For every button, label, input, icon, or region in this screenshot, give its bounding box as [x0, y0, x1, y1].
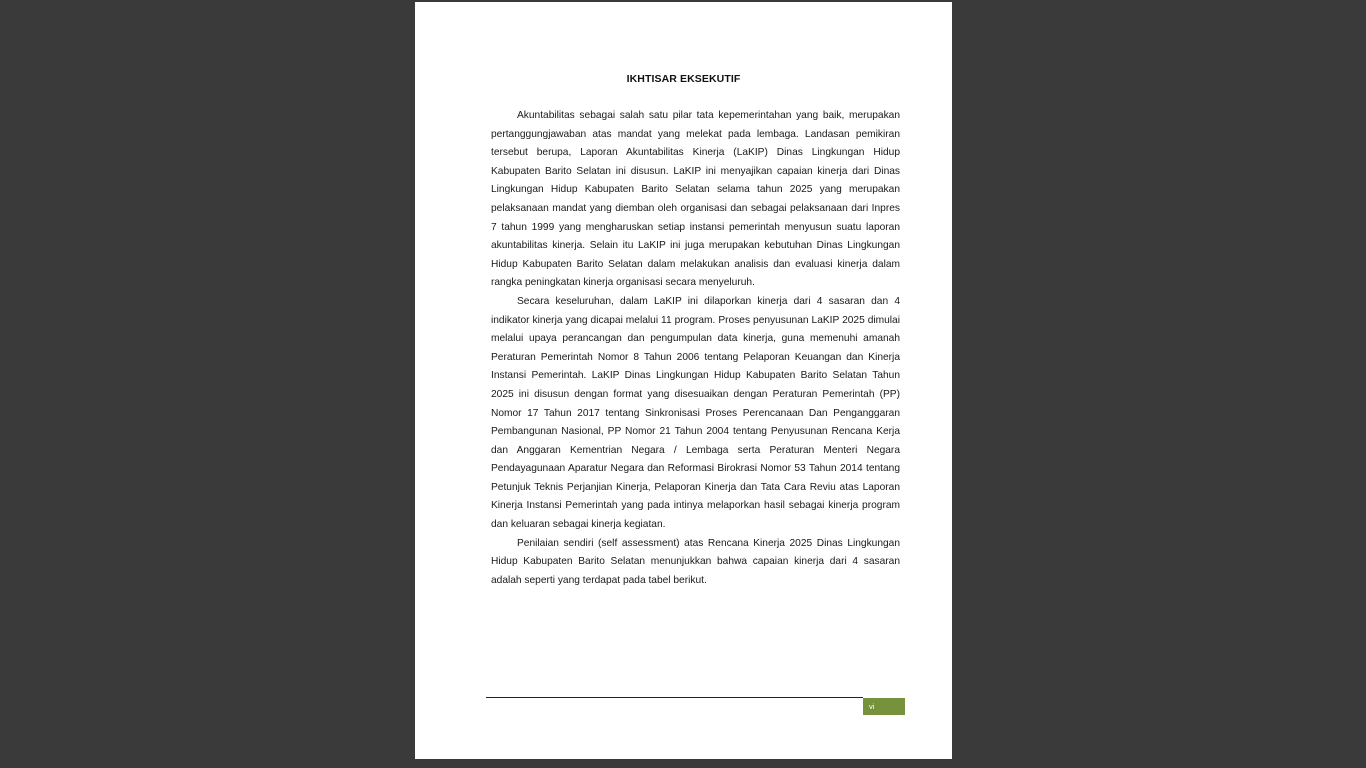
paragraph-3: Penilaian sendiri (self assessment) atas Rencana Kinerja 2025 Dinas Lingkungan Hidup Kabupaten Barito Selatan menunjukkan bahwa capaian kinerja dari 4 sasaran adalah seperti yang terdapat pada tabel berikut.: [491, 537, 900, 586]
paragraph-2: Secara keseluruhan, dalam LaKIP ini dilaporkan kinerja dari 4 sasaran dan 4 indikator kinerja yang dicapai melalui 11 program. Proses penyusunan LaKIP 2025 dimulai melalui upaya perancangan dan pengumpulan data kinerja, guna memenuhi amanah Peraturan Pemerintah Nomor 8 Tahun 2006 tentang Pelaporan Keuangan dan Kinerja Instansi Pemerintah. LaKIP Dinas Lingkungan Hidup Kabupaten Barito Selatan Tahun 2025 ini disusun dengan format yang disesuaikan dengan Peraturan Pemerintah (PP) Nomor 17 Tahun 2017 tentang Sinkronisasi Proses Perencanaan Dan Penganggaran Pembangunan Nasional, PP Nomor 21 Tahun 2004 tentang Penyusunan Rencana Kerja dan Anggaran Kementrian Negara / Lembaga serta Peraturan Menteri Negara Pendayagunaan Aparatur Negara dan Reformasi Birokrasi Nomor 53 Tahun 2014 tentang Petunjuk Teknis Perjanjian Kinerja, Pelaporan Kinerja dan Tata Cara Reviu atas Laporan Kinerja Instansi Pemerintah yang pada intinya melaporkan hasil sebagai kinerja program dan keluaran sebagai kinerja kegiatan.: [491, 295, 900, 531]
page-number-badge: [863, 698, 905, 715]
document-page: [415, 2, 952, 759]
footer-rule: [486, 697, 863, 698]
page-number: vi: [869, 702, 875, 711]
page-title: IKHTISAR EKSEKUTIF: [626, 73, 741, 85]
paragraph-1: Akuntabilitas sebagai salah satu pilar tata kepemerintahan yang baik, merupakan pertanggungjawaban atas mandat yang melekat pada lembaga. Landasan pemikiran tersebut berupa, Laporan Akuntabilitas Kinerja (LaKIP) Dinas Lingkungan Hidup Kabupaten Barito Selatan ini disusun. LaKIP ini menyajikan capaian kinerja dari Dinas Lingkungan Hidup Kabupaten Barito Selatan selama tahun 2025 yang merupakan pelaksanaan mandat yang diemban oleh organisasi dan sebagai pelaksanaan dari Inpres 7 tahun 1999 yang mengharuskan setiap instansi pemerintah menyusun suatu laporan akuntabilitas kinerja. Selain itu LaKIP ini juga merupakan kebutuhan Dinas Lingkungan Hidup Kabupaten Barito Selatan dalam melakukan analisis dan evaluasi kinerja dalam rangka peningkatan kinerja organisasi secara menyeluruh.: [491, 110, 900, 289]
body-text: [491, 107, 900, 590]
